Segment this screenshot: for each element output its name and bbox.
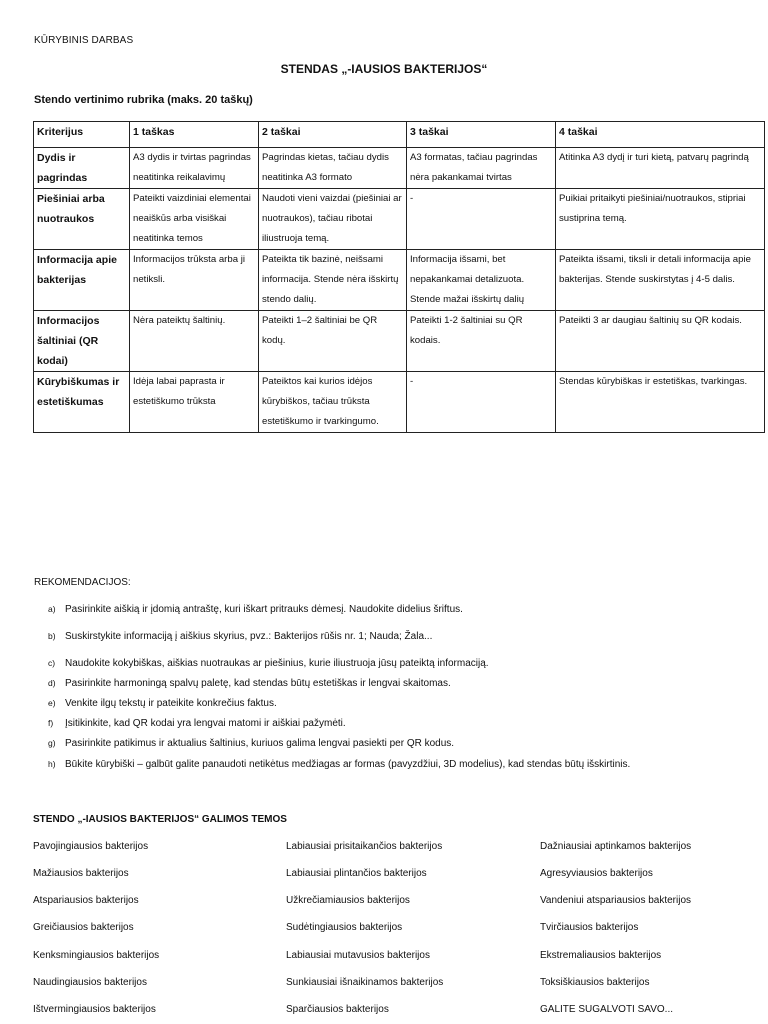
table-cell: Nėra pateiktų šaltinių.: [130, 311, 259, 372]
table-cell: Stendas kūrybiškas ir estetiškas, tvarkingas.: [556, 372, 765, 433]
table-cell: Informacijos trūksta arba ji netiksli.: [130, 250, 259, 311]
theme-item: Agresyviausios bakterijos: [540, 868, 653, 879]
page-title: STENDAS „-IAUSIOS BAKTERIJOS“: [280, 62, 488, 76]
list-item-text: Suskirstykite informaciją į aiškius skyrius, pvz.: Bakterijos rūšis nr. 1; Nauda; Žala...: [65, 631, 433, 642]
theme-item: Atspariausios bakterijos: [33, 895, 139, 906]
rubric-table: [33, 121, 765, 433]
table-cell: Pateikti 1-2 šaltiniai su QR kodais.: [407, 311, 556, 372]
column-header: 2 taškai: [259, 122, 407, 148]
list-item-text: Venkite ilgų tekstų ir pateikite konkrečius faktus.: [65, 698, 277, 709]
table-row: [34, 148, 765, 189]
table-row: [34, 372, 765, 433]
theme-item: Užkrečiamiausios bakterijos: [286, 895, 410, 906]
table-row: [34, 189, 765, 250]
theme-item: Labiausiai mutavusios bakterijos: [286, 950, 430, 961]
table-row: [34, 311, 765, 372]
table-cell: A3 dydis ir tvirtas pagrindas neatitinka reikalavimų: [130, 148, 259, 189]
list-item: [48, 718, 346, 729]
list-item-text: Pasirinkite harmoningą spalvų paletę, kad stendas būtų estetiškas ir lengvai skaitomas.: [65, 678, 451, 689]
table-row: [34, 250, 765, 311]
list-item: [48, 604, 463, 615]
column-header: Kriterijus: [34, 122, 130, 148]
list-marker: g): [48, 738, 56, 748]
list-marker: e): [48, 698, 56, 708]
recommendations-heading: REKOMENDACIJOS:: [34, 577, 131, 588]
list-item: [48, 698, 277, 709]
theme-item: Naudingiausios bakterijos: [33, 977, 147, 988]
list-item-text: Pasirinkite aiškią ir įdomią antraštę, kuri iškart pritrauks dėmesį. Naudokite didelius šriftus.: [65, 604, 463, 615]
theme-item: Toksiškiausios bakterijos: [540, 977, 650, 988]
table-cell: Idėja labai paprasta ir estetiškumo trūksta: [130, 372, 259, 433]
table-cell: Pateikti 1–2 šaltiniai be QR kodų.: [259, 311, 407, 372]
list-marker: h): [48, 759, 56, 769]
list-item: [48, 631, 432, 642]
theme-item: Sunkiausiai išnaikinamos bakterijos: [286, 977, 444, 988]
column-header: 3 taškai: [407, 122, 556, 148]
table-cell: Puikiai pritaikyti piešiniai/nuotraukos, stipriai sustiprina temą.: [556, 189, 765, 250]
table-cell: Pateikta tik bazinė, neišsami informacija. Stende nėra išskirtų stendo dalių.: [259, 250, 407, 311]
column-header: 1 taškas: [130, 122, 259, 148]
theme-item: Dažniausiai aptinkamos bakterijos: [540, 841, 692, 852]
list-marker: c): [48, 658, 56, 668]
table-cell-criterion: Dydis ir pagrindas: [34, 148, 130, 189]
theme-item: Vandeniui atspariausios bakterijos: [540, 895, 692, 906]
themes-heading: STENDO „-IAUSIOS BAKTERIJOS“ GALIMOS TEMOS: [33, 814, 287, 825]
list-item: [48, 658, 489, 669]
table-cell: A3 formatas, tačiau pagrindas nėra pakankamai tvirtas: [407, 148, 556, 189]
theme-item: Greičiausios bakterijos: [33, 922, 134, 933]
theme-item: Labiausiai prisitaikančios bakterijos: [286, 841, 443, 852]
theme-item: Labiausiai plintančios bakterijos: [286, 868, 427, 879]
theme-item: GALITE SUGALVOTI SAVO...: [540, 1004, 673, 1015]
list-marker: b): [48, 631, 56, 641]
table-cell: -: [407, 189, 556, 250]
header-label: KŪRYBINIS DARBAS: [34, 35, 134, 46]
theme-item: Mažiausios bakterijos: [33, 868, 129, 879]
table-cell: Pateikti vaizdiniai elementai neaiškūs arba visiškai neatitinka temos: [130, 189, 259, 250]
list-item: [48, 738, 454, 749]
list-item-text: Būkite kūrybiški – galbūt galite panaudoti netikėtus medžiagas ar formas (pavyzdžiui, 3D modelius), kad stendas būtų išskirtinis.: [65, 759, 631, 770]
table-cell-criterion: Informacijos šaltiniai (QR kodai): [34, 311, 130, 372]
theme-item: Ištvermingiausios bakterijos: [33, 1004, 156, 1015]
table-cell: Pagrindas kietas, tačiau dydis neatitinka A3 formato: [259, 148, 407, 189]
theme-item: Ekstremaliausios bakterijos: [540, 950, 662, 961]
table-cell: Informacija išsami, bet nepakankamai detalizuota. Stende mažai išskirtų dalių: [407, 250, 556, 311]
list-item: [48, 678, 451, 689]
table-cell: Naudoti vieni vaizdai (piešiniai ar nuotraukos), tačiau ribotai iliustruoja temą.: [259, 189, 407, 250]
theme-item: Tvirčiausios bakterijos: [540, 922, 639, 933]
list-item-text: Įsitikinkite, kad QR kodai yra lengvai matomi ir aiškiai pažymėti.: [65, 718, 346, 729]
list-marker: d): [48, 678, 56, 688]
table-cell: Pateikta išsami, tiksli ir detali informacija apie bakterijas. Stende suskirstytas į 4-5 dalis.: [556, 250, 765, 311]
list-item-text: Naudokite kokybiškas, aiškias nuotraukas ar piešinius, kurie iliustruoja jūsų pateiktą informaciją.: [65, 658, 489, 669]
rubric-caption: Stendo vertinimo rubrika (maks. 20 taškų): [34, 94, 253, 106]
list-marker: a): [48, 604, 56, 614]
table-cell: Pateikti 3 ar daugiau šaltinių su QR kodais.: [556, 311, 765, 372]
table-cell: -: [407, 372, 556, 433]
table-cell-criterion: Kūrybiškumas ir estetiškumas: [34, 372, 130, 433]
table-cell: Pateiktos kai kurios idėjos kūrybiškos, tačiau trūksta estetiškumo ir tvarkingumo.: [259, 372, 407, 433]
table-cell: Atitinka A3 dydį ir turi kietą, patvarų pagrindą: [556, 148, 765, 189]
theme-item: Kenksmingiausios bakterijos: [33, 950, 160, 961]
theme-item: Sudėtingiausios bakterijos: [286, 922, 403, 933]
list-item-text: Pasirinkite patikimus ir aktualius šaltinius, kuriuos galima lengvai pasiekti per QR kodus.: [65, 738, 455, 749]
table-cell-criterion: Piešiniai arba nuotraukos: [34, 189, 130, 250]
list-item: [48, 759, 630, 770]
table-header-row: [34, 122, 765, 148]
column-header: 4 taškai: [556, 122, 765, 148]
theme-item: Pavojingiausios bakterijos: [33, 841, 149, 852]
list-marker: f): [48, 718, 54, 728]
table-cell-criterion: Informacija apie bakterijas: [34, 250, 130, 311]
theme-item: Sparčiausios bakterijos: [286, 1004, 389, 1015]
